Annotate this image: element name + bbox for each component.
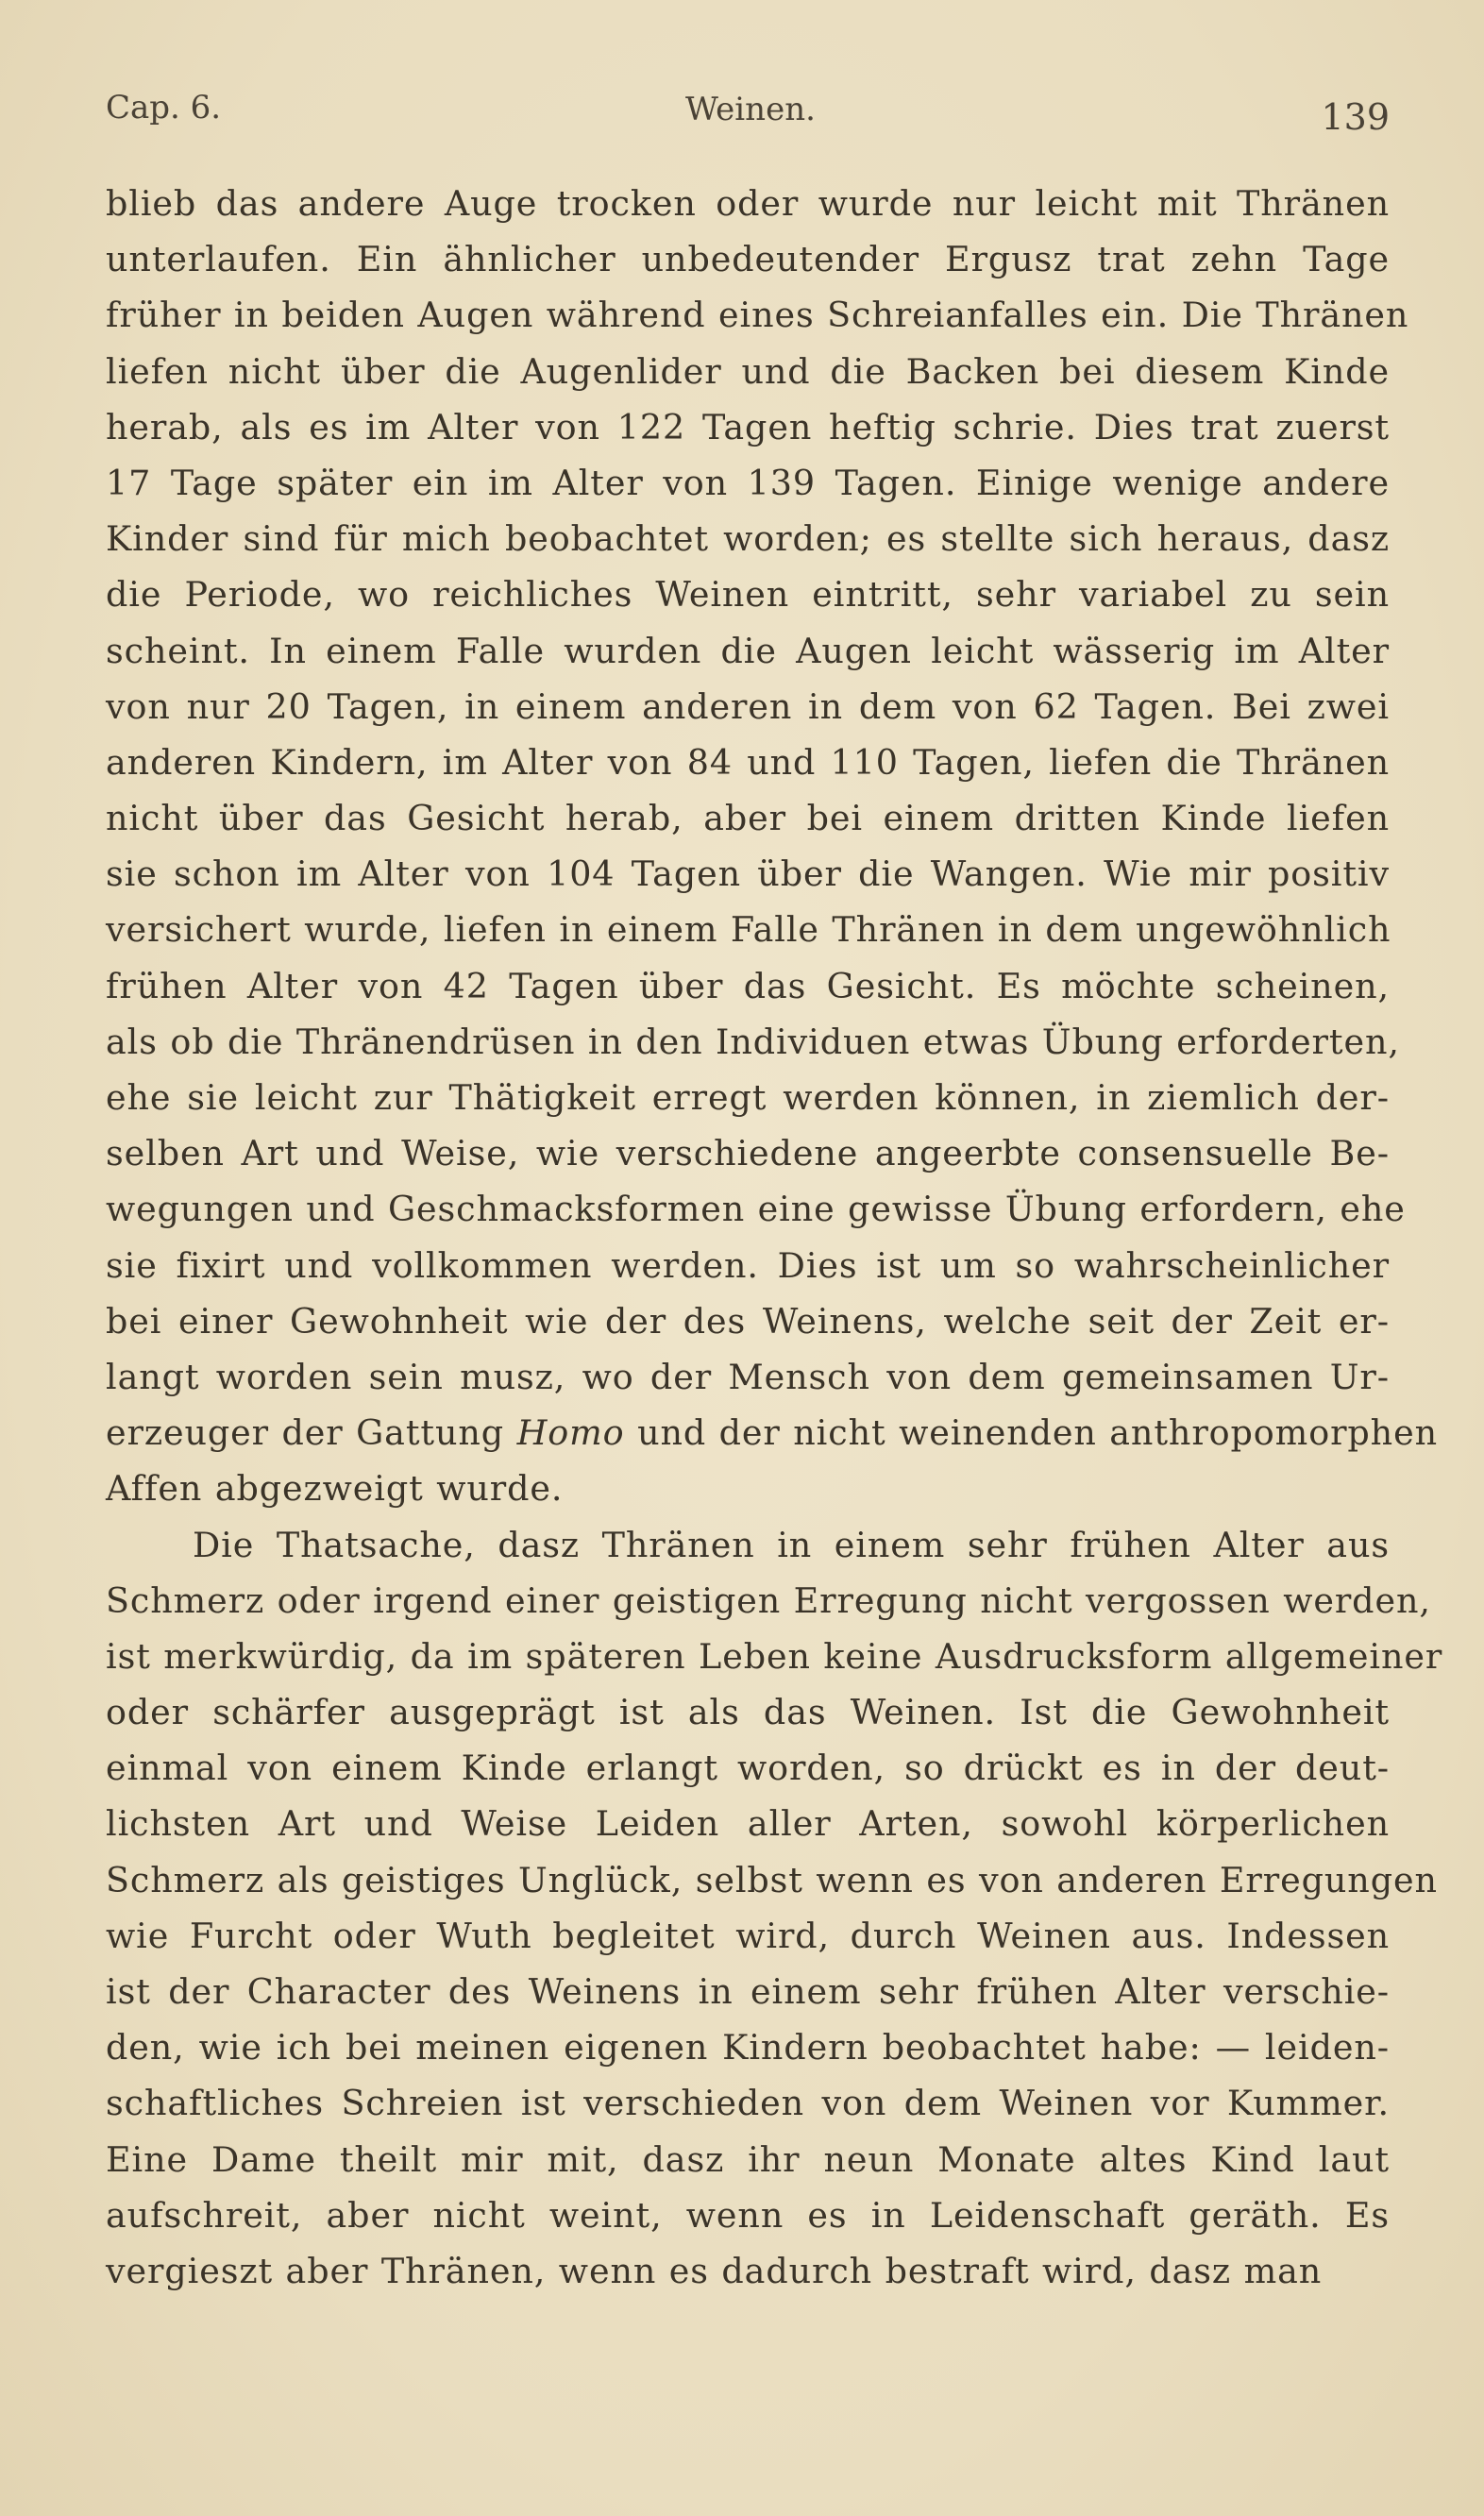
text-line <box>106 1517 1390 1573</box>
text-line <box>106 511 1390 566</box>
text-line <box>106 1181 1406 1237</box>
text-segment: ist der Character des Weinens in einem sehr frühen Alter verschie- <box>106 1971 1390 2012</box>
text-segment: den, wie ich bei meinen eigenen Kindern beobachtet habe: — leiden- <box>106 2027 1390 2069</box>
chapter-label: Cap. 6. <box>106 89 222 127</box>
text-line <box>106 1070 1390 1125</box>
text-segment: lichsten Art und Weise Leiden aller Arten, sowohl körperlichen <box>106 1803 1390 1845</box>
text-line <box>106 2132 1390 2187</box>
paragraph <box>106 176 1438 1517</box>
text-segment: versichert wurde, liefen in einem Falle Thränen in dem ungewöhnlich <box>106 909 1391 951</box>
text-line <box>106 1684 1390 1740</box>
text-segment: wie Furcht oder Wuth begleitet wird, durch Weinen aus. Indessen <box>106 1915 1390 1956</box>
text-line <box>106 1461 1390 1516</box>
text-line <box>106 2243 1390 2299</box>
text-segment: als ob die Thränendrüsen in den Individuen etwas Übung erforderten, <box>106 1021 1400 1062</box>
text-segment: Affen abgezweigt wurde. <box>106 1468 564 1510</box>
text-line <box>106 790 1390 846</box>
text-line <box>106 846 1390 902</box>
italic-term: Homo <box>516 1412 625 1454</box>
text-line <box>106 176 1390 231</box>
text-line <box>106 1796 1390 1851</box>
page-number: 139 <box>1321 96 1390 138</box>
text-line <box>106 231 1390 287</box>
text-segment: ehe sie leicht zur Thätigkeit erregt werden können, in ziemlich der- <box>106 1077 1390 1118</box>
text-segment: aufschreit, aber nicht weint, wenn es in Leidenschaft geräth. Es <box>106 2194 1390 2236</box>
text-line <box>106 287 1409 343</box>
text-segment: früher in beiden Augen während eines Schreianfalles ein. Die Thränen <box>106 295 1409 336</box>
text-line <box>106 1405 1438 1461</box>
text-segment: 17 Tage später ein im Alter von 139 Tagen. Einige wenige andere <box>106 462 1390 503</box>
text-segment: vergieszt aber Thränen, wenn es dadurch bestraft wird, dasz man <box>106 2250 1323 2291</box>
text-line <box>106 344 1390 399</box>
text-line <box>106 623 1390 679</box>
text-segment: herab, als es im Alter von 122 Tagen heftig schrie. Dies trat zuerst <box>106 406 1390 447</box>
text-segment: von nur 20 Tagen, in einem anderen in dem von 62 Tagen. Bei zwei <box>106 685 1390 727</box>
text-line <box>106 399 1390 455</box>
text-segment: frühen Alter von 42 Tagen über das Gesicht. Es möchte scheinen, <box>106 965 1390 1006</box>
text-segment: langt worden sein musz, wo der Mensch von dem gemeinsamen Ur- <box>106 1356 1390 1397</box>
text-segment: wegungen und Geschmacksformen eine gewisse Übung erfordern, ehe <box>106 1189 1406 1230</box>
text-segment: anderen Kindern, im Alter von 84 und 110 Tagen, liefen die Thränen <box>106 741 1390 783</box>
text-segment: schaftliches Schreien ist verschieden von dem Weinen vor Kummer. <box>106 2083 1390 2124</box>
text-line <box>106 1293 1390 1349</box>
text-segment: sie schon im Alter von 104 Tagen über die Wangen. Wie mir positiv <box>106 853 1390 895</box>
text-line <box>106 1014 1400 1070</box>
text-line <box>106 1852 1438 1908</box>
body-text <box>106 176 1443 2299</box>
text-segment: erzeuger der Gattung <box>106 1412 517 1454</box>
text-segment: blieb das andere Auge trocken oder wurde nur leicht mit Thränen <box>106 183 1390 224</box>
text-segment: nicht über das Gesicht herab, aber bei einem dritten Kinde liefen <box>106 798 1390 839</box>
text-segment: scheint. In einem Falle wurden die Augen leicht wässerig im Alter <box>106 630 1390 671</box>
text-line <box>106 2075 1390 2131</box>
text-line <box>106 2187 1390 2243</box>
text-segment: ist merkwürdig, da im späteren Leben keine Ausdrucksform allgemeiner <box>106 1635 1443 1677</box>
text-line <box>106 1629 1443 1684</box>
text-line <box>106 1238 1390 1293</box>
text-line <box>106 902 1390 957</box>
text-segment: selben Art und Weise, wie verschiedene angeerbte consensuelle Be- <box>106 1133 1390 1174</box>
text-segment: Eine Dame theilt mir mit, dasz ihr neun Monate altes Kind laut <box>106 2138 1390 2180</box>
text-line <box>106 1740 1390 1796</box>
text-segment: die Periode, wo reichliches Weinen eintritt, sehr variabel zu sein <box>106 574 1390 616</box>
text-line <box>106 1573 1431 1629</box>
text-segment: und der nicht weinenden anthropomorphen <box>624 1412 1438 1454</box>
text-line <box>106 566 1390 622</box>
text-segment: Kinder sind für mich beobachtet worden; es stellte sich heraus, dasz <box>106 518 1390 560</box>
text-segment: bei einer Gewohnheit wie der des Weinens, welche seit der Zeit er- <box>106 1300 1390 1342</box>
text-segment: Schmerz als geistiges Unglück, selbst wenn es von anderen Erregungen <box>106 1859 1438 1900</box>
text-segment: Die Thatsache, dasz Thränen in einem sehr frühen Alter aus <box>193 1524 1390 1565</box>
page-title: Weinen. <box>685 91 816 128</box>
text-line <box>106 1349 1390 1405</box>
text-segment: einmal von einem Kinde erlangt worden, so drückt es in der deut- <box>106 1748 1390 1789</box>
text-line <box>106 735 1390 790</box>
text-segment: oder schärfer ausgeprägt ist als das Weinen. Ist die Gewohnheit <box>106 1692 1390 1733</box>
text-segment: sie fixirt und vollkommen werden. Dies ist um so wahrscheinlicher <box>106 1244 1390 1286</box>
text-segment: unterlaufen. Ein ähnlicher unbedeutender Ergusz trat zehn Tage <box>106 239 1390 280</box>
text-line <box>106 1908 1390 1964</box>
text-line <box>106 1125 1390 1181</box>
text-segment: Schmerz oder irgend einer geistigen Erregung nicht vergossen werden, <box>106 1579 1431 1621</box>
text-line <box>106 2019 1390 2075</box>
paragraph <box>106 1517 1443 2300</box>
running-head <box>106 85 1390 142</box>
text-line <box>106 1964 1390 2019</box>
text-line <box>106 679 1390 735</box>
text-segment: liefen nicht über die Augenlider und die Backen bei diesem Kinde <box>106 350 1390 392</box>
text-line <box>106 958 1390 1014</box>
text-line <box>106 455 1390 511</box>
